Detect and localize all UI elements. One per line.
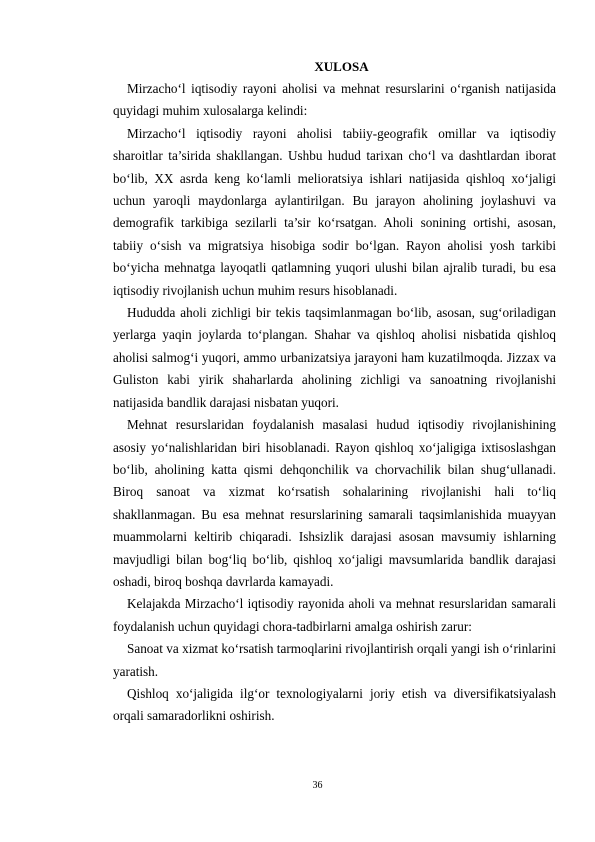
paragraph-labor-resources: Mehnat resurslaridan foydalanish masalasi hudud iqtisodiy rivojlanishining asosiy yo‘nalishlaridan biri hisoblanadi. Rayon qishloq xo‘jaligiga ixtisoslashgan bo‘lib, aholining katta qismi dehqonchilik va chorvachilik bilan shug‘ullanadi. Biroq sanoat va xizmat ko‘rsatish sohalarining rivojlanishi hali to‘liq shakllanmagan. Bu esa mehnat resurslarining samarali taqsimlanishida muayyan muammolarni keltirib chiqaradi. Ishsizlik darajasi asosan mavsumiy ishlarning mavjudligi bilan bog‘liq bo‘lib, qishloq xo‘jaligi mavsumlarida bandlik darajasi oshadi, biroq boshqa davrlarda kamayadi. [113, 417, 556, 589]
paragraph-intro: Mirzacho‘l iqtisodiy rayoni aholisi va mehnat resurslarini o‘rganish natijasida quyidagi muhim xulosalarga kelindi: [113, 81, 556, 119]
document-body [113, 56, 556, 728]
paragraph-measure-industry: Sanoat va xizmat ko‘rsatish tarmoqlarini rivojlantirish orqali yangi ish o‘rinlarini yaratish. [113, 641, 556, 679]
page-number: 36 [312, 780, 323, 791]
paragraph-population: Mirzacho‘l iqtisodiy rayoni aholisi tabiiy-geografik omillar va iqtisodiy sharoitlar ta’sirida shakllangan. Ushbu hudud tarixan cho‘l va dashtlardan iborat bo‘lib, XX asrda keng ko‘lamli melioratsiya ishlari natijasida qishloq xo‘jaligi uchun yaroqli maydonlarga aylantirilgan. Bu jarayon aholining joylashuvi va demografik tarkibiga sezilarli ta’sir ko‘rsatgan. Aholi sonining ortishi, asosan, tabiiy o‘sish va migratsiya hisobiga sodir bo‘lgan. Rayon aholisi yosh tarkibi bo‘yicha mehnatga layoqatli qatlamning yuqori ulushi bilan ajralib turadi, bu esa iqtisodiy rivojlanish uchun muhim resurs hisoblanadi. [113, 125, 556, 298]
section-title: XULOSA [314, 59, 369, 74]
paragraph-density: Hududda aholi zichligi bir tekis taqsimlanmagan bo‘lib, asosan, sug‘oriladigan yerlarga yaqin joylarda to‘plangan. Shahar va qishloq aholisi nisbatida qishloq aholisi salmog‘i yuqori, ammo urbanizatsiya jarayoni ham kuzatilmoqda. Jizzax va Guliston kabi yirik shaharlarda aholining zichligi va sanoatning rivojlanishi natijasida bandlik darajasi nisbatan yuqori. [113, 305, 556, 410]
paragraph-future-measures: Kelajakda Mirzacho‘l iqtisodiy rayonida aholi va mehnat resurslaridan samarali foydalanish uchun quyidagi chora-tadbirlarni amalga oshirish zarur: [113, 596, 556, 634]
paragraph-measure-agriculture: Qishloq xo‘jaligida ilg‘or texnologiyalarni joriy etish va diversifikatsiyalash orqali samaradorlikni oshirish. [113, 685, 556, 724]
